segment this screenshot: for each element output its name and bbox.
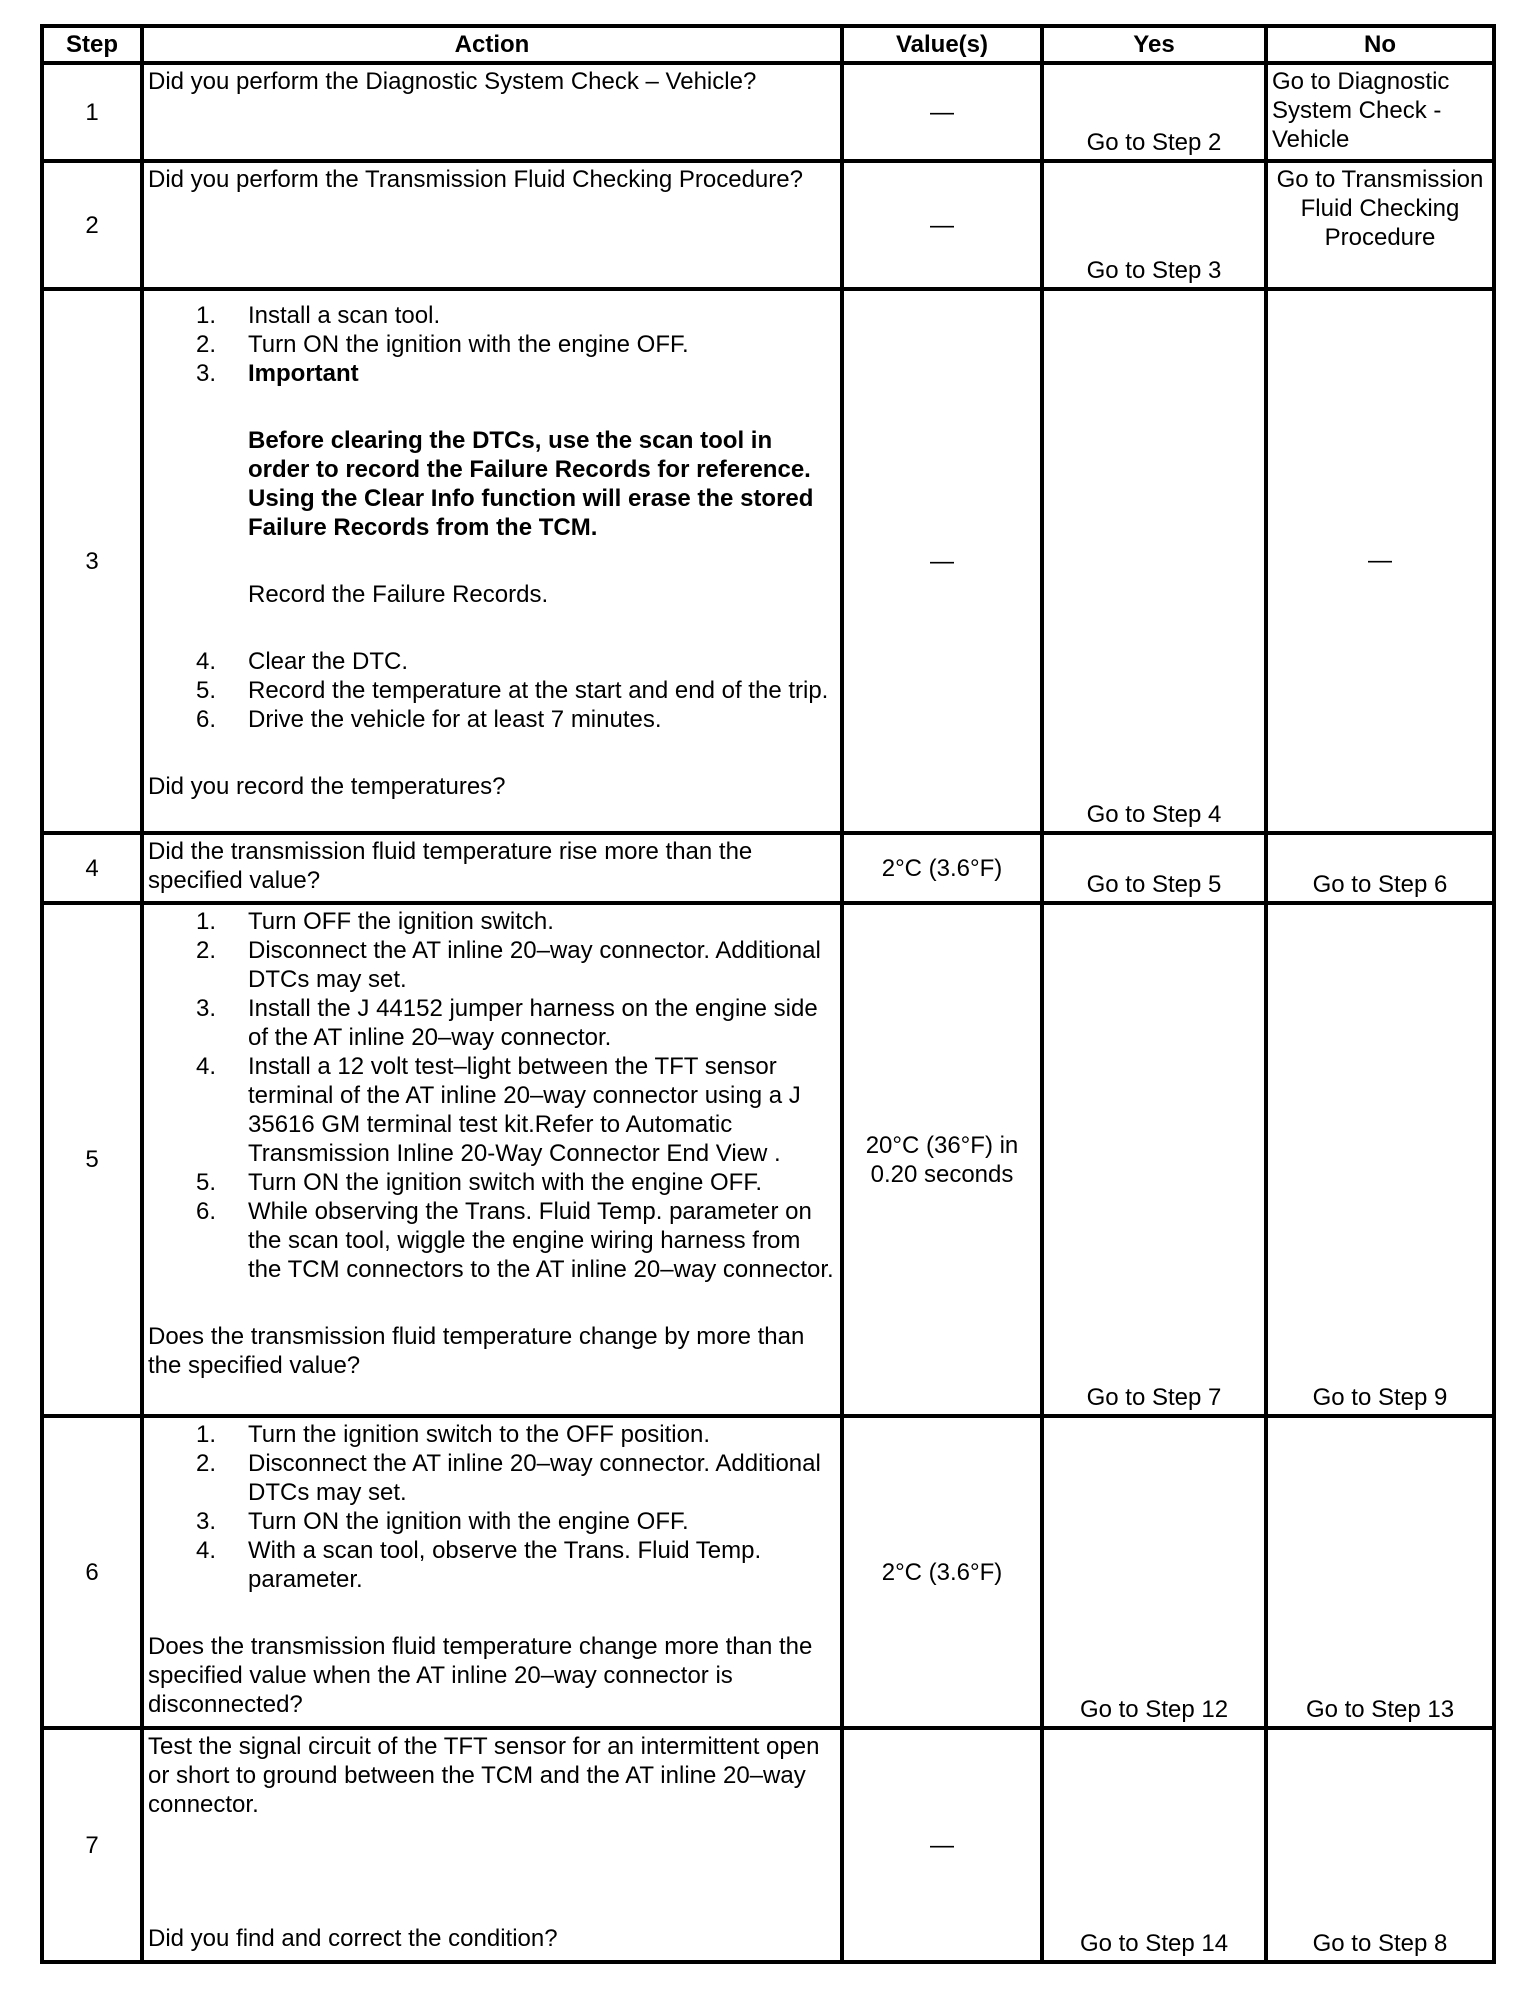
value-cell: — bbox=[842, 1728, 1042, 1962]
action-cell bbox=[142, 903, 842, 1416]
diagnostic-table bbox=[40, 24, 1496, 1964]
yes-cell: Go to Step 5 bbox=[1042, 833, 1266, 903]
list-item: 6. While observing the Trans. Fluid Temp. parameter on the scan tool, wiggle the engine wiring harness from the TCM connectors to the AT inline 20–way connector. bbox=[196, 1198, 834, 1283]
record-instruction: Record the Failure Records. bbox=[248, 581, 549, 608]
no-cell: Go to Step 6 bbox=[1266, 833, 1494, 903]
header-row bbox=[42, 26, 1494, 63]
no-cell: Go to Transmission Fluid Checking Procedure bbox=[1266, 161, 1494, 289]
list-item: 4. With a scan tool, observe the Trans. Fluid Temp. parameter. bbox=[196, 1537, 762, 1593]
yes-cell: Go to Step 12 bbox=[1042, 1416, 1266, 1728]
list-item: 3. Install the J 44152 jumper harness on the engine side of the AT inline 20–way connector. bbox=[196, 995, 818, 1051]
yes-cell: Go to Step 2 bbox=[1042, 63, 1266, 161]
procedure-list bbox=[148, 907, 836, 1284]
yes-cell: Go to Step 7 bbox=[1042, 903, 1266, 1416]
value-cell: 2°C (3.6°F) bbox=[842, 833, 1042, 903]
header-yes: Yes bbox=[1042, 26, 1266, 63]
question: Did you perform the Diagnostic System Check – Vehicle? bbox=[148, 68, 757, 95]
table-row bbox=[42, 289, 1494, 833]
step-number: 1 bbox=[42, 63, 142, 161]
step-number: 2 bbox=[42, 161, 142, 289]
list-item: 1. Turn OFF the ignition switch. bbox=[196, 908, 554, 935]
question: Does the transmission fluid temperature change by more than the specified value? bbox=[148, 1323, 805, 1379]
table-row bbox=[42, 833, 1494, 903]
action-cell bbox=[142, 1728, 842, 1962]
yes-cell: Go to Step 4 bbox=[1042, 289, 1266, 833]
yes-cell: Go to Step 3 bbox=[1042, 161, 1266, 289]
question: Did the transmission fluid temperature rise more than the specified value? bbox=[148, 838, 753, 894]
list-item: 5. Turn ON the ignition switch with the engine OFF. bbox=[196, 1169, 763, 1196]
step-number: 3 bbox=[42, 289, 142, 833]
table-row bbox=[42, 1416, 1494, 1728]
list-item: 3. Turn ON the ignition with the engine OFF. bbox=[196, 1508, 689, 1535]
table-row bbox=[42, 161, 1494, 289]
list-item: 1. Install a scan tool. bbox=[196, 302, 441, 329]
step-number: 4 bbox=[42, 833, 142, 903]
header-no: No bbox=[1266, 26, 1494, 63]
value-cell: — bbox=[842, 289, 1042, 833]
no-cell: Go to Diagnostic System Check - Vehicle bbox=[1266, 63, 1494, 161]
question: Did you record the temperatures? bbox=[148, 773, 506, 800]
instruction: Test the signal circuit of the TFT sensor for an intermittent open or short to ground between the TCM and the AT inline 20–way connector. bbox=[148, 1733, 820, 1818]
list-item: 2. Turn ON the ignition with the engine OFF. bbox=[196, 331, 689, 358]
list-item: 6. Drive the vehicle for at least 7 minutes. bbox=[196, 706, 662, 733]
action-cell bbox=[142, 63, 842, 161]
list-item: 2. Disconnect the AT inline 20–way connector. Additional DTCs may set. bbox=[196, 1450, 821, 1506]
action-cell bbox=[142, 833, 842, 903]
yes-cell: Go to Step 14 bbox=[1042, 1728, 1266, 1962]
question: Did you perform the Transmission Fluid Checking Procedure? bbox=[148, 166, 803, 193]
step-number: 5 bbox=[42, 903, 142, 1416]
header-values: Value(s) bbox=[842, 26, 1042, 63]
value-cell: 20°C (36°F) in 0.20 seconds bbox=[842, 903, 1042, 1416]
list-item: 4. Clear the DTC. bbox=[196, 648, 409, 675]
table-row bbox=[42, 63, 1494, 161]
header-step: Step bbox=[42, 26, 142, 63]
header-action: Action bbox=[142, 26, 842, 63]
action-cell bbox=[142, 289, 842, 833]
important-note: Before clearing the DTCs, use the scan tool in order to record the Failure Records for reference. Using the Clear Info function will erase the stored Failure Records from the TCM. bbox=[248, 427, 814, 541]
list-item: 4. Install a 12 volt test–light between the TFT sensor terminal of the AT inline 20–way connector using a J 35616 GM terminal test kit.Refer to Automatic Transmission Inline 20-Way Connector End View . bbox=[196, 1053, 801, 1167]
no-cell: Go to Step 8 bbox=[1266, 1728, 1494, 1962]
value-cell: 2°C (3.6°F) bbox=[842, 1416, 1042, 1728]
list-item: 1. Turn the ignition switch to the OFF position. bbox=[196, 1421, 710, 1448]
list-item: 2. Disconnect the AT inline 20–way connector. Additional DTCs may set. bbox=[196, 937, 821, 993]
no-cell: Go to Step 13 bbox=[1266, 1416, 1494, 1728]
value-cell: — bbox=[842, 63, 1042, 161]
list-item: 5. Record the temperature at the start and end of the trip. bbox=[196, 677, 829, 704]
procedure-list bbox=[148, 1420, 836, 1594]
no-cell: Go to Step 9 bbox=[1266, 903, 1494, 1416]
value-cell: — bbox=[842, 161, 1042, 289]
action-cell bbox=[142, 161, 842, 289]
action-cell bbox=[142, 1416, 842, 1728]
table-row bbox=[42, 1728, 1494, 1962]
table-row bbox=[42, 903, 1494, 1416]
procedure-list bbox=[148, 647, 836, 734]
step-number: 7 bbox=[42, 1728, 142, 1962]
procedure-list bbox=[148, 301, 836, 388]
question: Did you find and correct the condition? bbox=[148, 1925, 558, 1952]
no-cell: — bbox=[1266, 289, 1494, 833]
list-item: 3. Important bbox=[196, 360, 359, 387]
step-number: 6 bbox=[42, 1416, 142, 1728]
question: Does the transmission fluid temperature change more than the specified value when the AT inline 20–way connector is disconnected? bbox=[148, 1633, 813, 1718]
